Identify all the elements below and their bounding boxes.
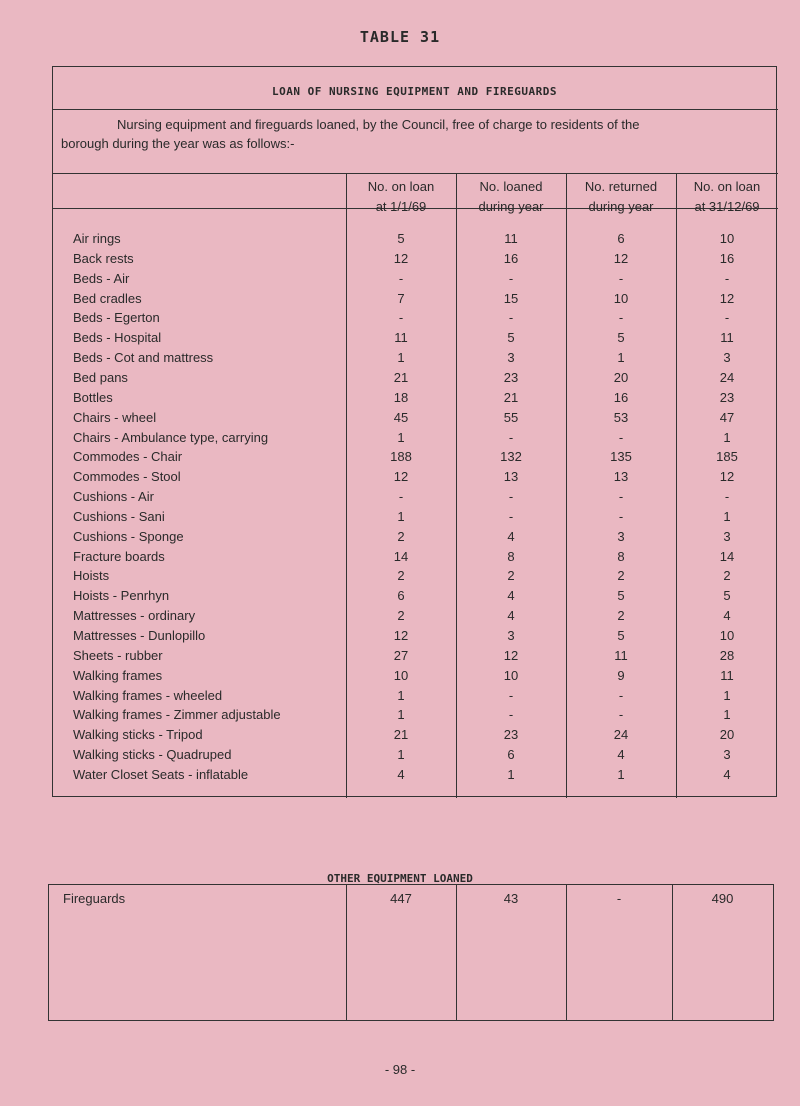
table-row (53, 251, 778, 271)
row-label: Hoists (73, 568, 110, 584)
row-value: 14 (393, 548, 409, 564)
row-label: Fireguards (63, 891, 126, 906)
row-value: 1 (617, 350, 625, 366)
column-header-line: during year (588, 199, 654, 214)
table-row (53, 310, 778, 330)
row-value: 4 (507, 608, 515, 624)
row-value: 1 (723, 707, 731, 723)
row-value: 53 (613, 409, 629, 425)
row-value: 10 (393, 667, 409, 683)
row-value: 10 (719, 231, 735, 246)
row-label: Commodes - Stool (73, 469, 181, 485)
row-label: Commodes - Chair (73, 449, 183, 465)
row-value: 43 (503, 891, 519, 906)
table-row (53, 271, 778, 291)
column-header-line: No. on loan (693, 179, 761, 194)
row-value: - (398, 270, 404, 286)
row-value: 16 (503, 250, 519, 266)
row-value: - (398, 489, 404, 505)
row-value: 4 (507, 528, 515, 544)
row-value: 11 (504, 231, 518, 246)
row-value: 3 (507, 628, 515, 643)
column-header (676, 177, 778, 217)
row-label: Bed cradles (73, 290, 142, 306)
row-label: Bed pans (73, 369, 128, 385)
row-value: 12 (503, 647, 519, 663)
row-value: 12 (719, 290, 735, 306)
table-row (53, 588, 778, 608)
row-value: 2 (617, 608, 625, 624)
row-value: 5 (617, 330, 625, 346)
row-value: 1 (723, 429, 731, 445)
row-value: 45 (393, 409, 409, 425)
row-value: 1 (397, 350, 405, 366)
row-value: - (616, 891, 622, 906)
table-row (53, 350, 778, 370)
row-value: 1 (723, 687, 731, 703)
column-header-line: No. on loan (367, 179, 435, 194)
row-label: Cushions - Sponge (73, 528, 184, 544)
row-value: 2 (397, 568, 405, 584)
table-row (53, 370, 778, 390)
row-value: 21 (393, 727, 409, 743)
row-label: Walking sticks - Quadruped (73, 747, 232, 763)
row-value: - (508, 707, 514, 723)
row-label: Walking frames - Zimmer adjustable (73, 707, 281, 723)
row-label: Back rests (73, 250, 134, 266)
table-row (53, 668, 778, 688)
row-value: - (618, 270, 624, 286)
row-value: 2 (507, 568, 515, 584)
row-label: Fracture boards (73, 548, 165, 564)
row-value: 20 (719, 727, 735, 743)
row-value: 8 (507, 548, 515, 564)
row-value: 13 (503, 469, 519, 485)
divider (53, 109, 778, 110)
row-value: 7 (397, 290, 405, 306)
row-value: 24 (613, 727, 629, 743)
row-value: 13 (613, 469, 629, 485)
row-value: 24 (719, 369, 735, 385)
row-label: Beds - Egerton (73, 310, 160, 326)
column-header-line: at 31/12/69 (694, 199, 760, 214)
row-value: 12 (719, 469, 735, 485)
row-value: 2 (617, 568, 625, 584)
row-value: - (508, 687, 514, 703)
row-value: 5 (397, 231, 405, 246)
table-row (53, 410, 778, 430)
row-value: 27 (393, 647, 409, 663)
column-header-line: at 1/1/69 (375, 199, 427, 214)
row-value: 1 (397, 707, 405, 723)
intro-line-1: Nursing equipment and fireguards loaned, by the Council, free of charge to residents of the (117, 117, 640, 132)
row-value: 4 (617, 747, 625, 763)
table-row (53, 648, 778, 668)
row-label: Walking sticks - Tripod (73, 727, 203, 743)
row-value: 3 (617, 528, 625, 544)
row-value: 28 (719, 647, 735, 663)
row-value: 3 (723, 350, 731, 366)
row-value: 9 (617, 667, 625, 683)
row-value: 10 (613, 290, 629, 306)
row-value: 2 (397, 528, 405, 544)
row-value: - (724, 489, 730, 505)
column-header-line: No. returned (584, 179, 658, 194)
row-value: 6 (617, 231, 625, 246)
row-label: Walking frames - wheeled (73, 687, 223, 703)
row-value: - (618, 489, 624, 505)
row-value: 14 (719, 548, 735, 564)
row-value: - (618, 508, 624, 524)
row-label: Hoists - Penrhyn (73, 588, 170, 604)
table-row (53, 747, 778, 767)
table-row (53, 608, 778, 628)
row-value: 4 (723, 766, 731, 782)
column-header (346, 177, 456, 217)
row-value: 3 (507, 350, 515, 366)
table-row (53, 430, 778, 450)
row-value: 3 (723, 747, 731, 763)
row-value: 15 (503, 290, 519, 306)
other-equipment-title: OTHER EQUIPMENT LOANED (327, 872, 473, 885)
row-label: Chairs - wheel (73, 409, 157, 425)
column-header-line: during year (478, 199, 544, 214)
row-label: Beds - Hospital (73, 330, 162, 346)
row-label: Cushions - Air (73, 489, 154, 505)
row-value: 185 (716, 449, 738, 465)
row-value: - (508, 429, 514, 445)
intro-line-2: borough during the year was as follows:- (61, 136, 295, 151)
table-row (53, 767, 778, 787)
row-value: 12 (393, 469, 409, 485)
row-value: 1 (507, 766, 515, 782)
row-value: 23 (503, 369, 519, 385)
row-value: 4 (723, 608, 731, 624)
row-value: 1 (723, 508, 731, 524)
row-value: - (724, 310, 730, 326)
other-equipment-table (48, 884, 774, 1021)
row-label: Bottles (73, 389, 113, 405)
row-value: 2 (723, 568, 731, 584)
row-value: 6 (397, 588, 405, 604)
table-row (53, 489, 778, 509)
row-value: 4 (507, 588, 515, 604)
row-value: 2 (397, 608, 405, 624)
row-value: - (618, 707, 624, 723)
row-value: - (508, 270, 514, 286)
row-value: 21 (503, 389, 519, 405)
row-label: Chairs - Ambulance type, carrying (73, 429, 269, 445)
table-row (53, 330, 778, 350)
equipment-table (52, 66, 777, 797)
row-label: Air rings (73, 231, 121, 246)
row-value: 447 (390, 891, 412, 906)
table-row (53, 628, 778, 648)
table-row (49, 891, 774, 911)
row-label: Sheets - rubber (73, 647, 163, 663)
row-label: Cushions - Sani (73, 508, 165, 524)
table-row (53, 529, 778, 549)
row-value: 8 (617, 548, 625, 564)
row-value: 23 (719, 389, 735, 405)
row-value: 1 (617, 766, 625, 782)
column-header-line: No. loaned (479, 179, 543, 194)
row-value: - (508, 310, 514, 326)
table-heading: LOAN OF NURSING EQUIPMENT AND FIREGUARDS (272, 85, 557, 98)
row-value: 11 (394, 330, 408, 346)
table-row (53, 549, 778, 569)
row-value: - (398, 310, 404, 326)
column-header (566, 177, 676, 217)
row-value: - (618, 687, 624, 703)
row-value: 5 (617, 628, 625, 643)
row-value: 16 (613, 389, 629, 405)
row-value: 11 (720, 330, 734, 346)
row-value: 132 (500, 449, 522, 465)
table-row (53, 231, 778, 251)
row-value: 5 (507, 330, 515, 346)
row-label: Beds - Cot and mattress (73, 350, 214, 366)
row-value: 23 (503, 727, 519, 743)
row-value: 12 (613, 250, 629, 266)
row-value: 5 (617, 588, 625, 604)
divider (53, 173, 778, 174)
row-label: Mattresses - ordinary (73, 608, 196, 624)
table-row (53, 727, 778, 747)
row-value: - (618, 429, 624, 445)
row-value: 1 (397, 687, 405, 703)
table-row (53, 390, 778, 410)
row-value: 135 (610, 449, 632, 465)
row-value: 1 (397, 429, 405, 445)
table-row (53, 469, 778, 489)
table-row (53, 291, 778, 311)
row-value: 490 (711, 891, 734, 906)
table-row (53, 449, 778, 469)
row-value: 55 (503, 409, 519, 425)
row-value: 11 (720, 667, 734, 683)
row-label: Mattresses - Dunlopillo (73, 628, 206, 643)
page-number: - 98 - (384, 1062, 416, 1077)
row-value: 20 (613, 369, 629, 385)
row-value: - (508, 489, 514, 505)
intro-text (61, 115, 761, 153)
row-value: 1 (397, 508, 405, 524)
row-label: Beds - Air (73, 270, 130, 286)
row-value: 3 (723, 528, 731, 544)
row-value: 188 (390, 449, 412, 465)
table-row (53, 509, 778, 529)
row-value: 47 (719, 409, 735, 425)
table-row (53, 688, 778, 708)
table-row (53, 568, 778, 588)
row-value: 21 (393, 369, 409, 385)
page-title: TABLE 31 (359, 28, 441, 46)
row-value: 10 (719, 628, 735, 643)
row-value: 10 (503, 667, 519, 683)
row-value: 18 (393, 389, 409, 405)
row-value: 5 (723, 588, 731, 604)
row-value: - (618, 310, 624, 326)
row-label: Water Closet Seats - inflatable (73, 766, 249, 782)
row-value: 12 (393, 250, 409, 266)
row-value: - (508, 508, 514, 524)
row-value: - (724, 270, 730, 286)
row-value: 16 (719, 250, 735, 266)
row-value: 6 (507, 747, 515, 763)
row-value: 4 (397, 766, 405, 782)
row-value: 11 (614, 647, 628, 663)
column-header (456, 177, 566, 217)
table-row (53, 707, 778, 727)
row-label: Walking frames (73, 667, 163, 683)
row-value: 1 (397, 747, 405, 763)
row-value: 12 (393, 628, 409, 643)
